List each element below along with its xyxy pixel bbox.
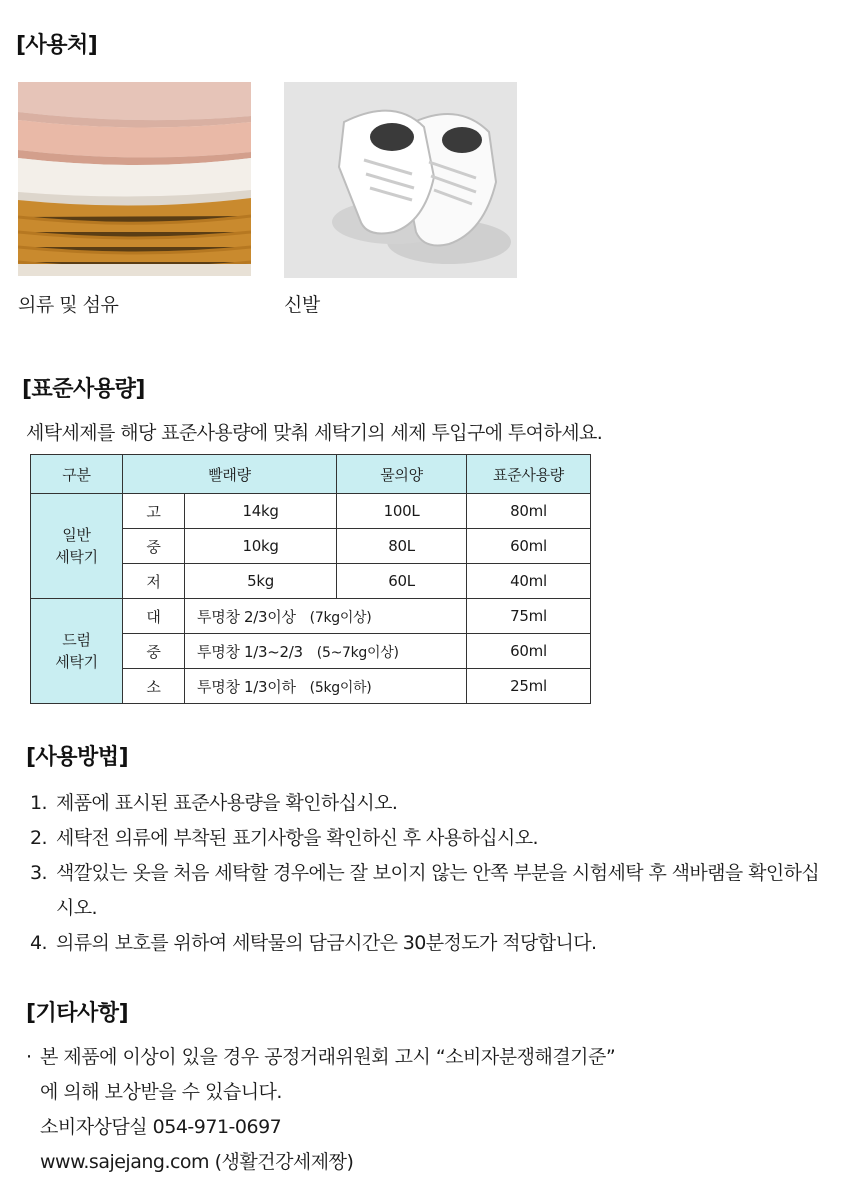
method-heading: [사용방법] [26, 745, 129, 770]
amount-cell: 75ml [467, 599, 591, 634]
misc-heading: [기타사항] [26, 1001, 129, 1026]
water-cell: 80L [337, 529, 467, 564]
header-category: 구분 [31, 455, 123, 494]
list-item [30, 856, 830, 926]
contact-line [26, 1110, 615, 1145]
load-note: (5kg이하) [309, 679, 372, 696]
group-label: 일반 세탁기 [55, 526, 98, 566]
amount-cell: 60ml [467, 634, 591, 669]
misc-notice [26, 1040, 615, 1180]
group-label: 드럼 세탁기 [55, 631, 98, 671]
dosage-table [30, 454, 591, 704]
load-text: 투명창 1/3이하 [197, 677, 296, 696]
load-cell: 14kg [185, 494, 337, 529]
level-cell: 저 [123, 564, 185, 599]
step-text: 의류의 보호를 위하여 세탁물의 담금시간은 30분정도가 적당합니다. [56, 932, 597, 954]
load-cell [185, 599, 467, 634]
standard-intro: 세탁세제를 해당 표준사용량에 맞춰 세탁기의 세제 투입구에 투여하세요. [26, 422, 603, 444]
level-cell: 대 [123, 599, 185, 634]
step-number: 1. [30, 792, 47, 814]
standard-heading: [표준사용량] [22, 377, 145, 402]
level-cell: 소 [123, 669, 185, 704]
load-text: 투명창 1/3~2/3 [197, 642, 303, 661]
list-item [30, 786, 830, 821]
load-cell: 5kg [185, 564, 337, 599]
table-row [31, 494, 591, 529]
table-header-row [31, 455, 591, 494]
load-cell [185, 634, 467, 669]
notice-line [26, 1040, 615, 1075]
table-row [31, 599, 591, 634]
amount-cell: 80ml [467, 494, 591, 529]
header-water: 물의양 [337, 455, 467, 494]
amount-cell: 60ml [467, 529, 591, 564]
step-number: 4. [30, 932, 47, 954]
group-drum-washer [31, 599, 123, 704]
list-item [30, 821, 830, 856]
step-text: 제품에 표시된 표준사용량을 확인하십시오. [56, 792, 398, 814]
notice-text: 에 의해 보상받을 수 있습니다. [40, 1081, 282, 1103]
load-note: (7kg이상) [309, 609, 372, 626]
header-amount: 표준사용량 [467, 455, 591, 494]
header-load: 빨래량 [123, 455, 337, 494]
notice-line [26, 1075, 615, 1110]
bullet: · [26, 1046, 32, 1068]
notice-text: 본 제품에 이상이 있을 경우 공정거래위원회 고시 “소비자분쟁해결기준” [40, 1046, 616, 1068]
website-link[interactable]: www.sajejang.com (생활건강세제짱) [40, 1151, 354, 1173]
load-note: (5~7kg이상) [316, 644, 399, 661]
step-number: 2. [30, 827, 47, 849]
website-line [26, 1145, 615, 1180]
level-cell: 고 [123, 494, 185, 529]
step-text: 색깔있는 옷을 처음 세탁할 경우에는 잘 보이지 않는 안쪽 부분을 시험세탁 후 색바램을 확인하십시오. [56, 862, 820, 919]
step-text: 세탁전 의류에 부착된 표기사항을 확인하신 후 사용하십시오. [56, 827, 538, 849]
shoes-image [284, 82, 517, 278]
step-number: 3. [30, 862, 47, 884]
amount-cell: 25ml [467, 669, 591, 704]
water-cell: 60L [337, 564, 467, 599]
usage-heading: [사용처] [16, 33, 98, 58]
load-text: 투명창 2/3이상 [197, 607, 296, 626]
clothing-caption: 의류 및 섬유 [18, 294, 119, 316]
level-cell: 중 [123, 529, 185, 564]
sneakers-illustration [284, 82, 517, 278]
amount-cell: 40ml [467, 564, 591, 599]
clothing-image [18, 82, 251, 276]
load-cell [185, 669, 467, 704]
level-cell: 중 [123, 634, 185, 669]
list-item [30, 926, 830, 961]
load-cell: 10kg [185, 529, 337, 564]
water-cell: 100L [337, 494, 467, 529]
contact-text: 소비자상담실 054-971-0697 [40, 1116, 282, 1138]
method-steps [30, 786, 830, 961]
group-general-washer [31, 494, 123, 599]
shoes-caption: 신발 [284, 294, 320, 316]
folded-sweaters-illustration [18, 82, 251, 276]
